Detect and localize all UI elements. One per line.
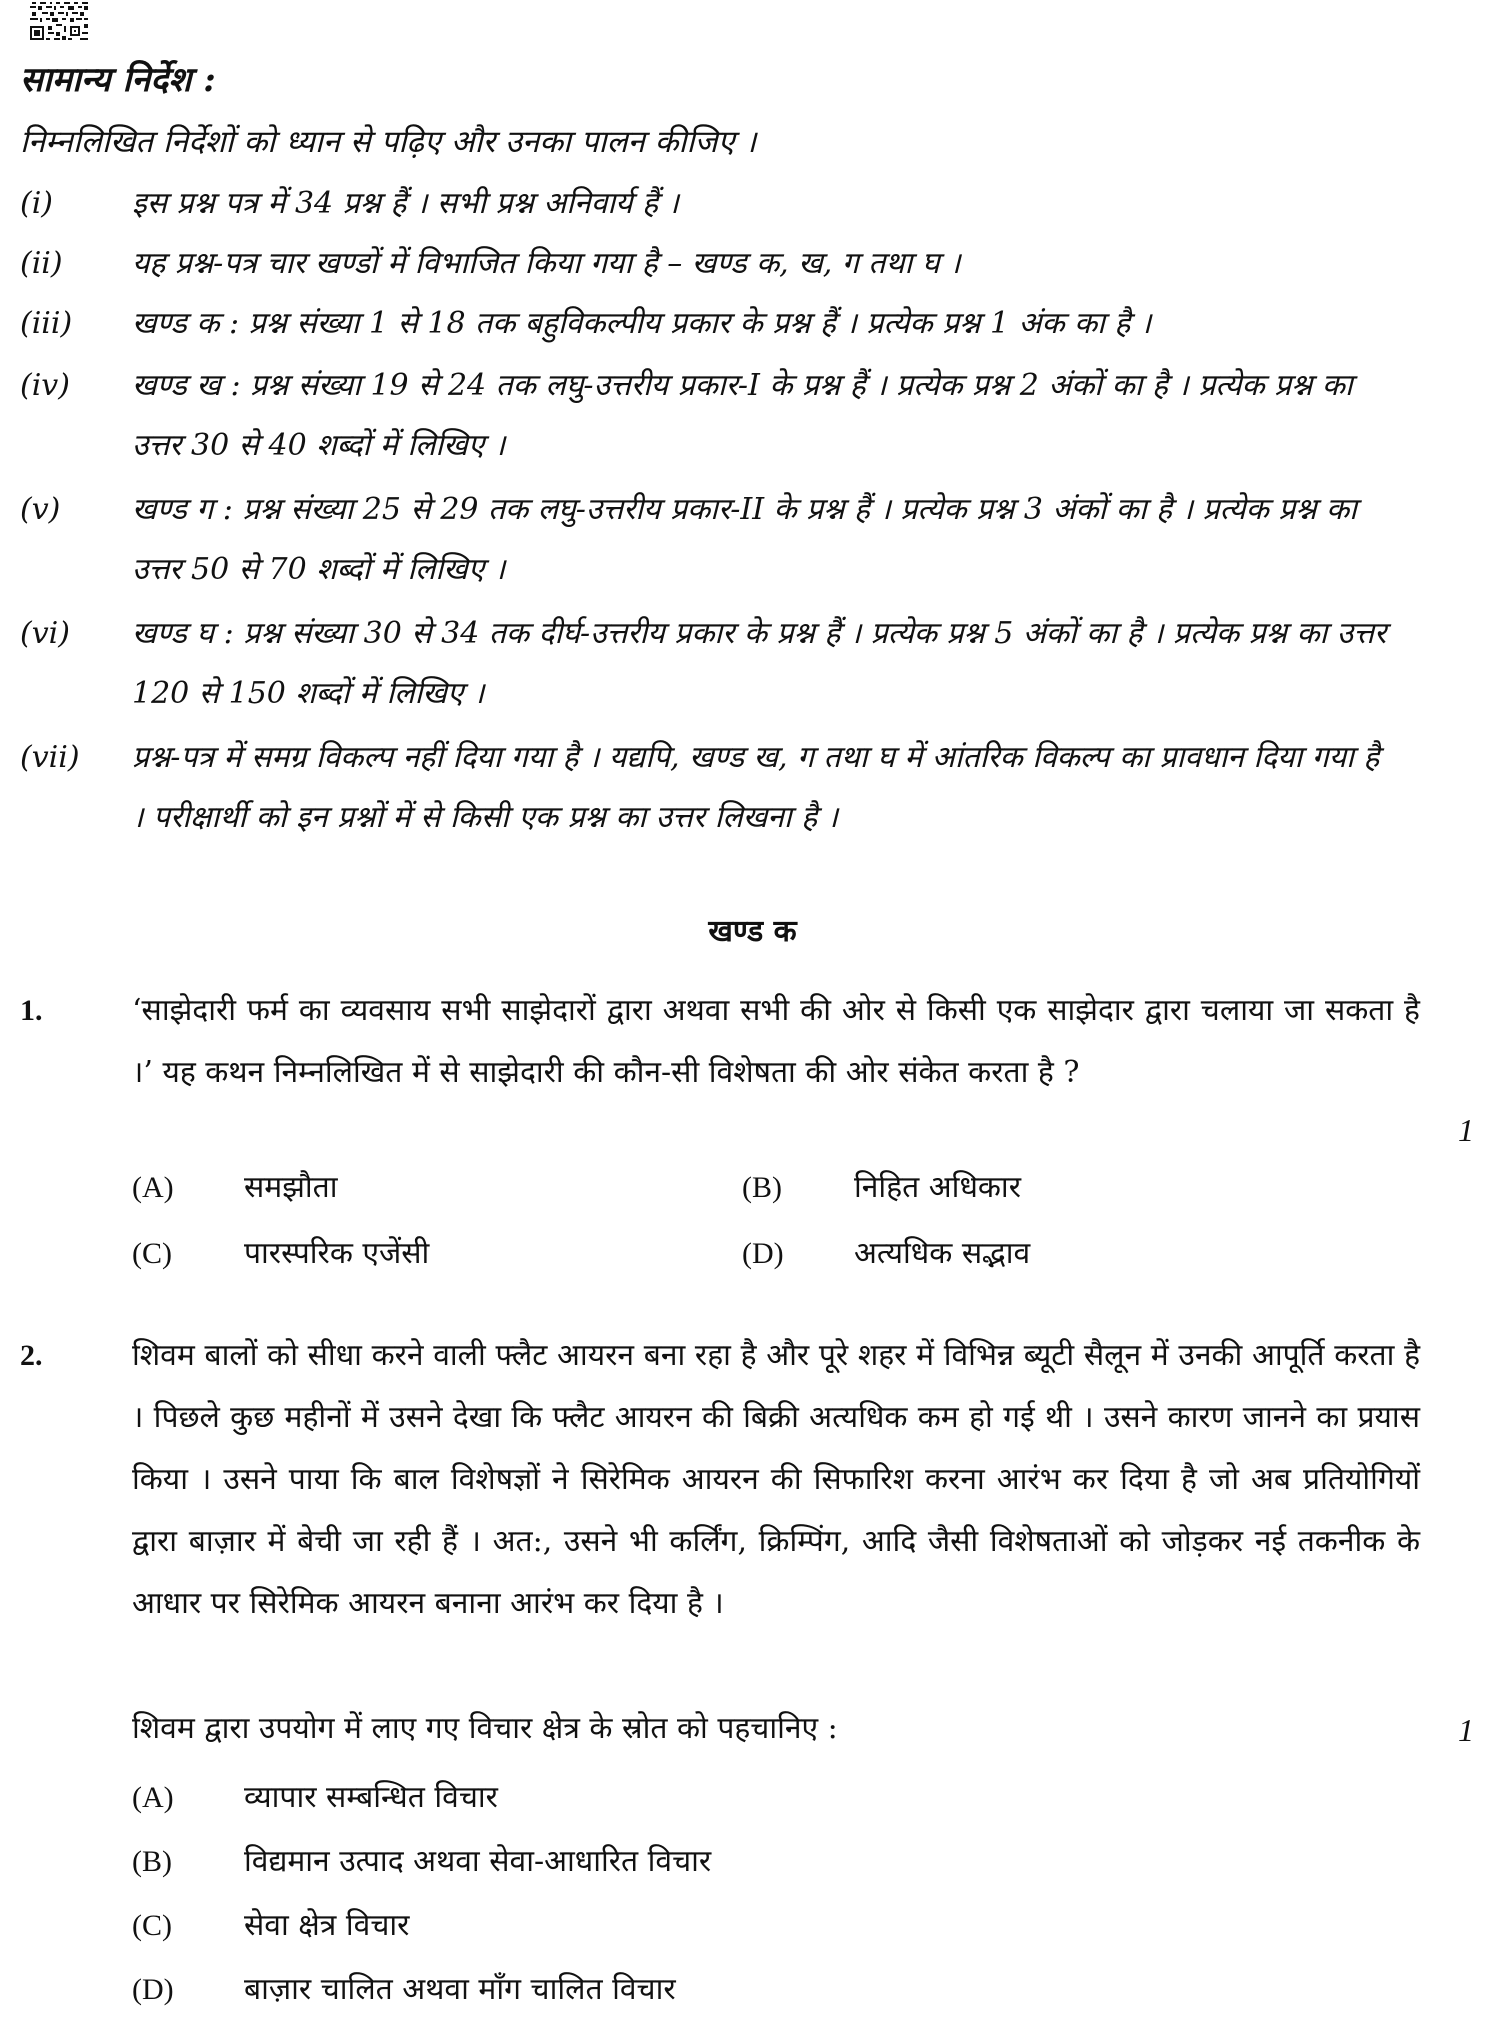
instruction-number: (ii) [20,246,63,281]
option-label: (C) [132,1909,172,1942]
instruction-text: खण्ड ख : प्रश्न संख्या 19 से 24 तक लघु-उत्तरीय प्रकार-I के प्रश्न हैं । प्रत्येक प्रश्न 2 अंकों का है । प्रत्येक प्रश्न का उत्तर 30 से 40 शब्दों में लिखिए । [132,368,1353,463]
instruction-text: यह प्रश्न-पत्र चार खण्डों में विभाजित किया गया है – खण्ड क, ख, ग तथा घ । [132,246,961,281]
option-text: समझौता [244,1170,338,1205]
section-title: खण्ड क [708,914,797,949]
instruction-number: (iii) [20,306,73,341]
question-text: ‘साझेदारी फर्म का व्यवसाय सभी साझेदारों द्वारा अथवा सभी की ओर से किसी एक साझेदार द्वारा चलाया जा सकता है ।’ यह कथन निम्नलिखित में से साझेदारी की कौन-सी विशेषता की ओर संकेत करता है ? [132,993,1420,1090]
instruction-item-2 [20,234,1400,294]
instruction-text: इस प्रश्न पत्र में 34 प्रश्न हैं । सभी प्रश्न अनिवार्य हैं । [132,186,679,221]
question-2 [20,1325,1420,1635]
instruction-item-6 [20,604,1400,724]
qr-code-icon [30,2,90,42]
question-2-option-c[interactable] [132,1904,409,1948]
option-text: अत्यधिक सद्भाव [854,1236,1031,1271]
instruction-number: (vi) [20,616,70,651]
general-instructions-title: सामान्य निर्देश : [20,60,216,100]
question-1-option-a[interactable] [132,1166,338,1210]
option-text: सेवा क्षेत्र विचार [244,1908,410,1943]
question-number: 2. [20,1339,43,1372]
question-number: 1. [20,994,43,1027]
question-1-marks: 1 [1458,1112,1474,1148]
question-1 [20,980,1420,1104]
question-2-option-b[interactable] [132,1840,711,1884]
question-prompt: शिवम द्वारा उपयोग में लाए गए विचार क्षेत्र के स्रोत को पहचानिए : [132,1711,838,1746]
option-text: पारस्परिक एजेंसी [244,1236,430,1271]
instruction-number: (iv) [20,368,70,403]
option-label: (A) [132,1171,174,1204]
instruction-text: प्रश्न-पत्र में समग्र विकल्प नहीं दिया गया है । यद्यपि, खण्ड ख, ग तथा घ में आंतरिक विकल्प का प्रावधान दिया गया है । परीक्षार्थी को इन प्रश्नों में से किसी एक प्रश्न का उत्तर लिखना है । [132,740,1380,835]
question-2-marks: 1 [1458,1712,1474,1748]
question-2-option-a[interactable] [132,1776,498,1820]
option-text: निहित अधिकार [854,1170,1021,1205]
question-1-option-b[interactable] [742,1166,1021,1210]
option-text: विद्यमान उत्पाद अथवा सेवा-आधारित विचार [244,1844,712,1879]
question-1-option-c[interactable] [132,1232,429,1276]
instruction-item-5 [20,480,1400,600]
option-label: (D) [742,1237,784,1270]
question-2-prompt-row [20,1698,1420,1760]
option-text: व्यापार सम्बन्धित विचार [244,1780,498,1815]
option-label: (A) [132,1781,174,1814]
instruction-text: खण्ड घ : प्रश्न संख्या 30 से 34 तक दीर्घ-उत्तरीय प्रकार के प्रश्न हैं । प्रत्येक प्रश्न 5 अंकों का है । प्रत्येक प्रश्न का उत्तर 120 से 150 शब्दों में लिखिए । [132,616,1387,711]
general-instructions-intro: निम्नलिखित निर्देशों को ध्यान से पढ़िए और उनका पालन कीजिए । [20,124,757,160]
instruction-number: (vii) [20,740,80,775]
instruction-number: (i) [20,186,54,221]
instruction-item-3 [20,294,1400,354]
instruction-item-1 [20,174,1400,234]
question-1-option-d[interactable] [742,1232,1030,1276]
option-label: (C) [132,1237,172,1270]
instruction-text: खण्ड ग : प्रश्न संख्या 25 से 29 तक लघु-उत्तरीय प्रकार-II के प्रश्न हैं । प्रत्येक प्रश्न 3 अंकों का है । प्रत्येक प्रश्न का उत्तर 50 से 70 शब्दों में लिखिए । [132,492,1357,587]
question-text: शिवम बालों को सीधा करने वाली फ्लैट आयरन बना रहा है और पूरे शहर में विभिन्न ब्यूटी सैलून में उनकी आपूर्ति करता है । पिछले कुछ महीनों में उसने देखा कि फ्लैट आयरन की बिक्री अत्यधिक कम हो गई थी । उसने कारण जानने का प्रयास किया । उसने पाया कि बाल विशेषज्ञों ने सिरेमिक आयरन की सिफारिश करना आरंभ कर दिया है जो अब प्रतियोगियों द्वारा बाज़ार में बेची जा रही हैं । अत:, उसने भी कर्लिंग, क्रिम्पिंग, आदि जैसी विशेषताओं को जोड़कर नई तकनीक के आधार पर सिरेमिक आयरन बनाना आरंभ कर दिया है । [132,1338,1420,1621]
option-label: (D) [132,1973,174,2006]
option-label: (B) [132,1845,172,1878]
option-text: बाज़ार चालित अथवा माँग चालित विचार [244,1972,676,2007]
instruction-item-7 [20,728,1400,848]
instruction-item-4 [20,356,1400,476]
instruction-number: (v) [20,492,61,527]
option-label: (B) [742,1171,782,1204]
instruction-text: खण्ड क : प्रश्न संख्या 1 से 18 तक बहुविकल्पीय प्रकार के प्रश्न हैं । प्रत्येक प्रश्न 1 अंक का है । [132,306,1152,341]
question-2-option-d[interactable] [132,1968,676,2012]
